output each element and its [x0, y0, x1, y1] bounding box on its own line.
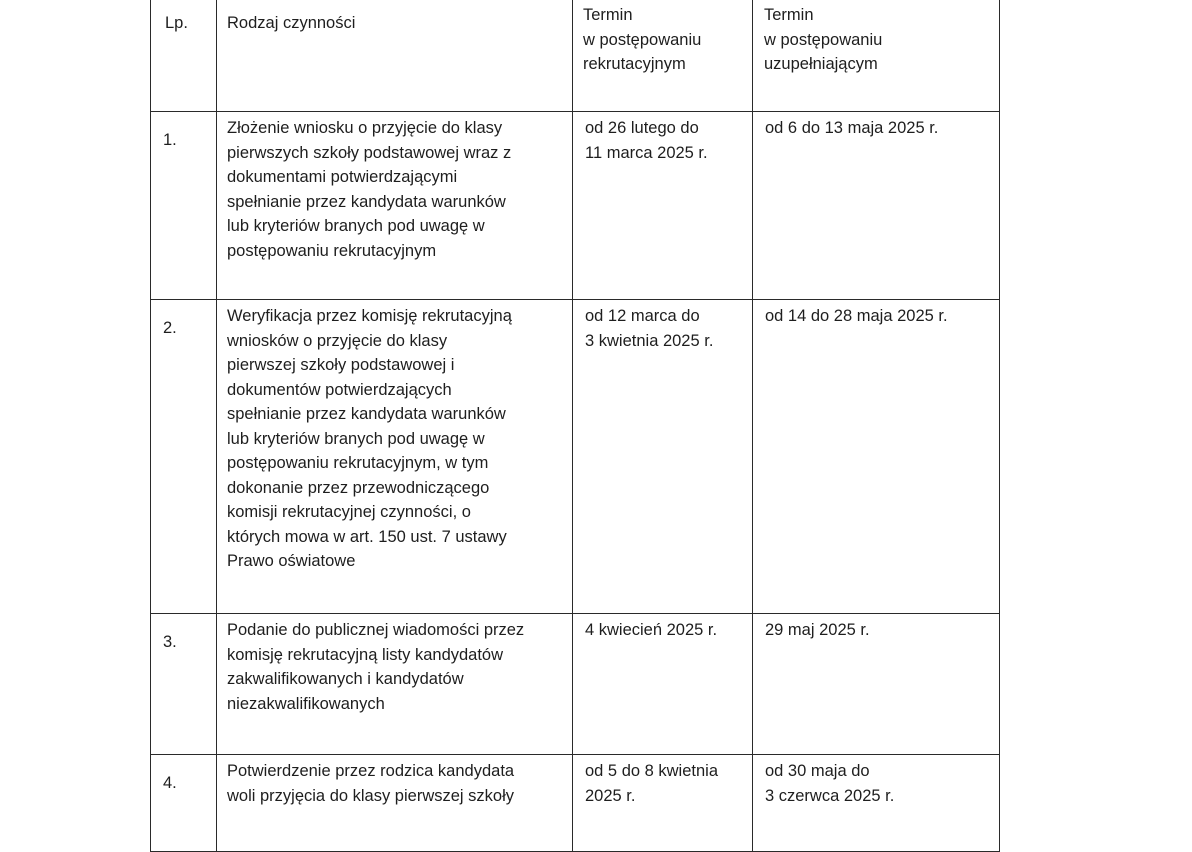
row-supplementary-term: od 14 do 28 maja 2025 r.	[753, 300, 1000, 614]
table-row	[151, 112, 1000, 300]
row-recruitment-term: od 5 do 8 kwietnia 2025 r.	[573, 755, 753, 852]
table-header-row	[151, 0, 1000, 112]
row-number: 1.	[151, 112, 217, 300]
row-number: 3.	[151, 614, 217, 755]
row-activity: Weryfikacja przez komisję rekrutacyjną wniosków o przyjęcie do klasy pierwszej szkoły podstawowej i dokumentów potwierdzających spełnianie przez kandydata warunków lub kryteriów branych pod uwagę w postępowaniu rekrutacyjnym, w tym dokonanie przez przewodniczącego komisji rekrutacyjnej czynności, o których mowa w art. 150 ust. 7 ustawy Prawo oświatowe	[217, 300, 573, 614]
row-recruitment-term: od 26 lutego do 11 marca 2025 r.	[573, 112, 753, 300]
table-row	[151, 300, 1000, 614]
row-number: 2.	[151, 300, 217, 614]
table-row	[151, 614, 1000, 755]
row-recruitment-term: od 12 marca do 3 kwietnia 2025 r.	[573, 300, 753, 614]
row-supplementary-term: 29 maj 2025 r.	[753, 614, 1000, 755]
row-activity: Podanie do publicznej wiadomości przez komisję rekrutacyjną listy kandydatów zakwalifikowanych i kandydatów niezakwalifikowanych	[217, 614, 573, 755]
header-supplementary-term: Termin w postępowaniu uzupełniającym	[753, 0, 1000, 112]
row-supplementary-term: od 6 do 13 maja 2025 r.	[753, 112, 1000, 300]
row-supplementary-term: od 30 maja do 3 czerwca 2025 r.	[753, 755, 1000, 852]
row-number: 4.	[151, 755, 217, 852]
header-activity: Rodzaj czynności	[217, 0, 573, 112]
table-row	[151, 755, 1000, 852]
recruitment-schedule-table	[150, 0, 1000, 852]
row-recruitment-term: 4 kwiecień 2025 r.	[573, 614, 753, 755]
header-lp: Lp.	[151, 0, 217, 112]
row-activity: Złożenie wniosku o przyjęcie do klasy pierwszych szkoły podstawowej wraz z dokumentami potwierdzającymi spełnianie przez kandydata warunków lub kryteriów branych pod uwagę w postępowaniu rekrutacyjnym	[217, 112, 573, 300]
row-activity: Potwierdzenie przez rodzica kandydata woli przyjęcia do klasy pierwszej szkoły	[217, 755, 573, 852]
header-recruitment-term: Termin w postępowaniu rekrutacyjnym	[573, 0, 753, 112]
